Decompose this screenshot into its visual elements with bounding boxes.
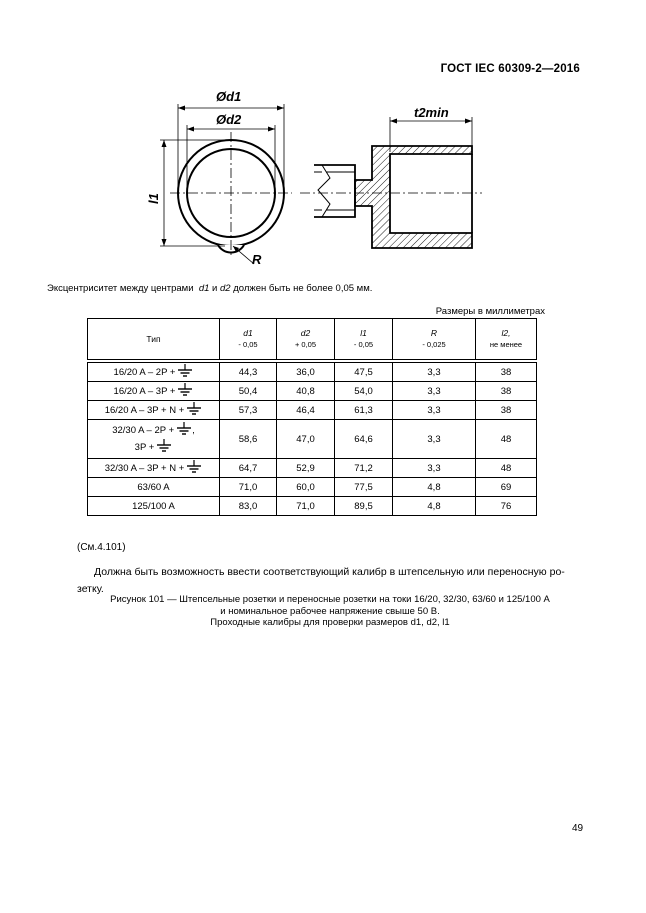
d2-label: Ød2	[216, 112, 242, 127]
earth-symbol-icon	[186, 460, 202, 474]
l1-label: l1	[146, 193, 161, 204]
col-header-l1: l1 - 0,05	[335, 319, 393, 360]
table-header-row	[88, 319, 537, 360]
earth-symbol-icon	[186, 402, 202, 416]
t2min-label: t2min	[414, 105, 449, 120]
earth-symbol-icon	[177, 383, 193, 397]
page-number: 49	[572, 823, 584, 834]
eccentricity-note: Эксцентриситет между центрами d1 и d2 должен быть не более 0,05 мм.	[47, 283, 373, 294]
col-header-type: Тип	[88, 319, 220, 360]
table-row: 32/30 A – 3P + N + 64,7 52,9 71,2 3,3 48	[88, 459, 537, 478]
col-header-d2: d2 + 0,05	[277, 319, 335, 360]
table-row: 16/20 A – 3P + N + 57,3 46,4 61,3 3,3 38	[88, 401, 537, 420]
table-row: 16/20 A – 2P + 44,3 36,0 47,5 3,3 38	[88, 363, 537, 382]
table-row: 16/20 A – 3P + 50,4 40,8 54,0 3,3 38	[88, 382, 537, 401]
r-label: R	[252, 252, 262, 267]
col-header-d1: d1 - 0,05	[220, 319, 277, 360]
document-header: ГОСТ IEC 60309-2—2016	[440, 63, 580, 75]
table-row: 125/100 A 83,0 71,0 89,5 4,8 76	[88, 497, 537, 516]
table-row: 32/30 A – 2P + , 3P + 58,6 47,0 64,6 3,3 48	[88, 420, 537, 459]
earth-symbol-icon	[177, 364, 193, 378]
ring-gauge-view	[160, 104, 292, 264]
col-header-l2: l2, не менее	[476, 319, 537, 360]
col-header-r: R - 0,025	[393, 319, 476, 360]
reference-note: (См.4.101)	[77, 542, 126, 553]
d1-label: Ød1	[216, 89, 242, 104]
plug-gauge-section	[300, 117, 482, 248]
earth-symbol-icon	[156, 439, 172, 453]
table-row: 63/60 A 71,0 60,0 77,5 4,8 69	[88, 478, 537, 497]
figure-caption: Рисунок 101 — Штепсельные розетки и переносные розетки на токи 16/20, 32/30, 63/60 и 125/100 А и номинальное рабочее напряжение свыше 50 В. Проходные калибры для проверки размеров d1, d2, l1	[110, 594, 550, 628]
units-note: Размеры в миллиметрах	[435, 306, 545, 317]
body-paragraph: Должна быть возможность ввести соответствующий калибр в штепсельную или переносную ро- зетку.	[77, 566, 565, 595]
dimensions-table	[87, 318, 537, 516]
gauge-drawing	[0, 0, 646, 280]
earth-symbol-icon	[176, 422, 192, 436]
